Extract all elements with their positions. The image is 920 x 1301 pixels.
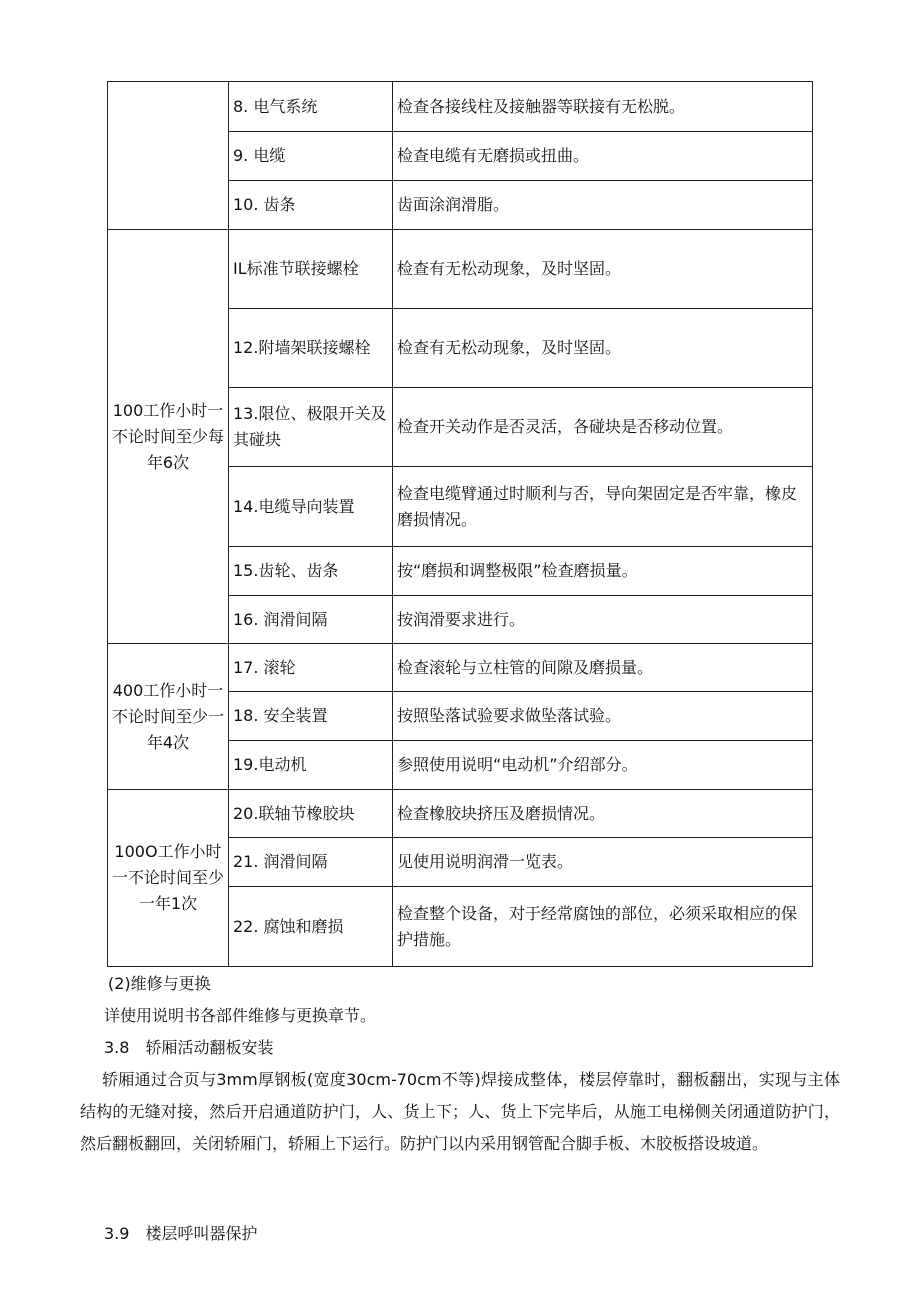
detail-cell: 检查滚轮与立柱管的间隙及磨损量。	[393, 644, 813, 692]
detail-cell: 检查有无松动现象，及时坚固。	[393, 309, 813, 388]
detail-cell: 检查电缆有无磨损或扭曲。	[393, 132, 813, 181]
table-row	[108, 790, 813, 838]
table-row	[108, 82, 813, 132]
item-cell: 22. 腐蚀和磨损	[229, 887, 393, 967]
item-cell: 9. 电缆	[229, 132, 393, 181]
frequency-cell: 100工作小时一不论时间至少每年6次	[108, 230, 229, 644]
frequency-cell: 400工作小时一不论时间至少一年4次	[108, 644, 229, 790]
item-cell: 10. 齿条	[229, 181, 393, 230]
section-3-8-text: 轿厢通过合页与3mm厚钢板(宽度30cm-70cm不等)焊接成整体，楼层停靠时，翻板翻出，实现与主体结构的无缝对接，然后开启通道防护门，人、货上下；人、货上下完毕后，从施工电梯侧关闭通道防护门，然后翻板翻回，关闭轿厢门，轿厢上下运行。防护门以内采用钢管配合脚手板、木胶板搭设坡道。	[80, 1070, 840, 1153]
item-cell: 8. 电气系统	[229, 82, 393, 132]
item-cell: 14.电缆导向装置	[229, 467, 393, 547]
detail-cell: 检查电缆臂通过时顺利与否，导向架固定是否牢靠，橡皮磨损情况。	[393, 467, 813, 547]
detail-cell: 按“磨损和调整极限”检查磨损量。	[393, 547, 813, 596]
table-row	[108, 230, 813, 309]
detail-cell: 按照坠落试验要求做坠落试验。	[393, 692, 813, 741]
detail-cell: 按润滑要求进行。	[393, 596, 813, 644]
detail-cell: 见使用说明润滑一览表。	[393, 838, 813, 887]
detail-cell: 检查整个设备，对于经常腐蚀的部位，必须采取相应的保护措施。	[393, 887, 813, 967]
item-cell: 13.限位、极限开关及其碰块	[229, 388, 393, 467]
section-3-8-heading: 3.8 轿厢活动翻板安装	[104, 1038, 274, 1057]
table-row	[108, 644, 813, 692]
detail-cell: 检查开关动作是否灵活，各碰块是否移动位置。	[393, 388, 813, 467]
detail-cell: 检查各接线柱及接触器等联接有无松脱。	[393, 82, 813, 132]
frequency-cell: 100O工作小时一不论时间至少一年1次	[108, 790, 229, 967]
item-cell: 18. 安全装置	[229, 692, 393, 741]
detail-cell: 检查有无松动现象，及时坚固。	[393, 230, 813, 309]
item-cell: 20.联轴节橡胶块	[229, 790, 393, 838]
section-3-9-heading: 3.9 楼层呼叫器保护	[104, 1224, 258, 1243]
detail-cell: 参照使用说明“电动机”介绍部分。	[393, 741, 813, 790]
item-cell: 15.齿轮、齿条	[229, 547, 393, 596]
frequency-cell	[108, 82, 229, 230]
item-cell: 17. 滚轮	[229, 644, 393, 692]
detail-cell: 检查橡胶块挤压及磨损情况。	[393, 790, 813, 838]
repair-text: 详使用说明书各部件维修与更换章节。	[104, 1006, 377, 1025]
detail-cell: 齿面涂润滑脂。	[393, 181, 813, 230]
item-cell: 16. 润滑间隔	[229, 596, 393, 644]
maintenance-table	[107, 81, 813, 967]
item-cell: 19.电动机	[229, 741, 393, 790]
item-cell: 12.附墙架联接螺栓	[229, 309, 393, 388]
item-cell: IL标准节联接螺栓	[229, 230, 393, 309]
repair-heading: (2)维修与更换	[108, 974, 211, 993]
item-cell: 21. 润滑间隔	[229, 838, 393, 887]
